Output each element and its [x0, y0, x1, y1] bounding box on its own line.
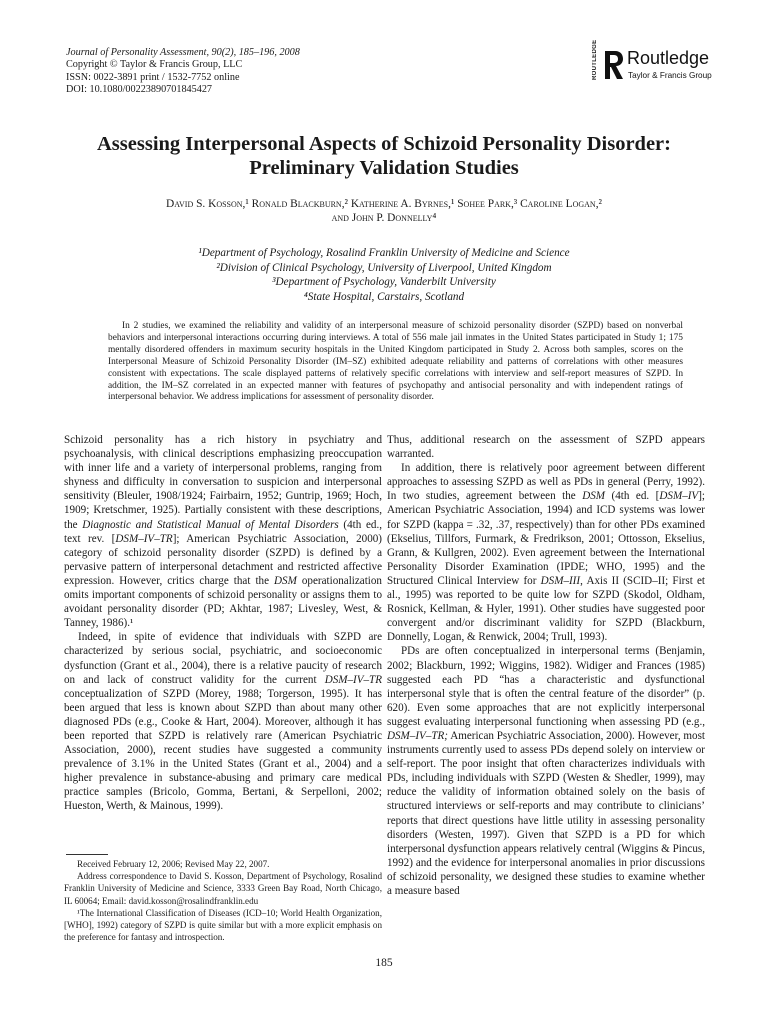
article-title: [40, 132, 728, 180]
abstract: In 2 studies, we examined the reliability and validity of an interpersonal measure of schizoid personality disorder (SZPD) based on nonverbal behaviors and interpersonal interactions occurring during interviews. A total of 556 male jail inmates in the United States participated in Study 1; 175 mentally disordered offenders in maximum security hospitals in the United Kingdom participated in Study 2. Across both samples, scores on the Interpersonal Measure of Schizoid Personality Disorder (IM–SZ) exhibited adequate reliability and patterns of correlations with other measures consistent with expectations. The scale displayed patterns of relatively specific correlations with interview and self-report measures of SZPD. In addition, the IM–SZ correlated in an expected manner with features of psychopathy and antisocial personality and with independent ratings of interpersonal behavior. We address implications for assessment of personality disorder.: [108, 321, 683, 403]
paragraph-2: Indeed, in spite of evidence that individuals with SZPD are characterized by serious social, psychiatric, and socioeconomic dysfunction (Grant et al., 2004), there is a relative paucity of research on and lack of construct validity for the current DSM–IV–TR conceptualization of SZPD (Morey, 1988; Torgerson, 1995). It has been argued that less is known about SZPD than about many other diagnosed PDs (e.g., Cooke & Hart, 2004). Moreover, although it has been reported that SZPD is relatively rare (American Psychiatric Association, 2000), recent studies have suggested a community prevalence of 3.1% in the United States (Grant et al., 2004) and a higher prevalence in substance-abusing and primary care medical practice samples (Bricolo, Gomma, Bertani, & Serpelloni, 2002; Hueston, Werth, & Mainous, 1999).: [64, 631, 382, 813]
publisher-vertical-text: ROUTLEDGE: [592, 39, 598, 80]
body-column-right: [387, 433, 705, 898]
doi-line: DOI: 10.1080/00223890701845427: [66, 83, 213, 95]
issn-line: ISSN: 0022-3891 print / 1532-7752 online: [66, 71, 240, 83]
authors-line-2: and John P. Donnelly⁴: [331, 212, 437, 224]
affiliation-4: ⁴State Hospital, Carstairs, Scotland: [303, 290, 465, 303]
body-column-left: [64, 433, 382, 814]
authors-line-1: David S. Kosson,¹ Ronald Blackburn,² Katherine A. Byrnes,¹ Sohee Park,³ Caroline Logan,²: [166, 198, 602, 210]
journal-citation-block: [66, 47, 300, 96]
footnote-divider: [66, 854, 108, 855]
paragraph-3: Thus, additional research on the assessment of SZPD appears warranted.: [387, 434, 705, 461]
affiliation-3: ³Department of Psychology, Vanderbilt University: [272, 276, 496, 289]
journal-line: Journal of Personality Assessment, 90(2), 185–196, 2008: [66, 47, 300, 58]
publisher-tagline: Taylor & Francis Group: [628, 71, 712, 80]
paragraph-1: Schizoid personality has a rich history in psychiatry and psychoanalysis, with clinical descriptions emphasizing preoccupation with inner life and a variety of interpersonal problems, ranging from shyness and difficulty in conversation to suspicion and interpersonal sensitivity (Bleuler, 1908/1924; Fairbairn, 1952; Guntrip, 1969; Hoch, 1909; Kretschmer, 1925). Partially consistent with these descriptions, the Diagnostic and Statistical Manual of Mental Disorders (4th ed., text rev. [DSM–IV–TR]; American Psychiatric Association, 2000) category of schizoid personality disorder (SZPD) is defined by a pervasive pattern of interpersonal detachment and restricted affective expression. However, critics charge that the DSM operationalization omits important components of schizoid personality or assigns them to avoidant personality disorder (PD; Akhtar, 1987; Livesley, West, & Tanney, 1986).¹: [64, 434, 383, 630]
publisher-name: Routledge: [627, 48, 710, 68]
publisher-logo: [592, 39, 722, 86]
footnotes: [64, 858, 382, 943]
copyright-line: Copyright © Taylor & Francis Group, LLC: [66, 59, 243, 71]
page-number: 185: [375, 957, 393, 969]
paragraph-4: In addition, there is relatively poor agreement between different approaches to assessing SZPD as well as PDs in general (Perry, 1992). In two studies, agreement between the DSM (4th ed. [DSM–IV]; American Psychiatric Association, 1994) and ICD systems was lower for SZPD (kappa = .32, .37, respectively) than for other PDs examined (Ekselius, Tillfors, Furmark, & Fredrikson, 2001; Ottosson, Ekselius, Grann, & Kullgren, 2002). Even agreement between the International Personality Disorder Examination (IPDE; WHO, 1995) and the Structured Clinical Interview for DSM–III, Axis II (SCID–II; First et al., 1995) was reported to be quite low for SZPD (Skodol, Oldham, Rosnick, Kellman, & Hyler, 1991). Other studies have suggested poor convergent and/or discriminant validity for SZPD (Blackburn, Donnelly, Logan, & Renwick, 2004; Trull, 1993).: [387, 462, 705, 644]
title-line-2: Preliminary Validation Studies: [249, 157, 519, 179]
footnote-1: ¹The International Classification of Diseases (ICD–10; World Health Organization, [WHO], 1992) category of SZPD is quite similar but with a more explicit emphasis on the preference for fantasy and introspection.: [64, 907, 382, 943]
affiliation-2: ²Division of Clinical Psychology, University of Liverpool, United Kingdom: [216, 261, 552, 274]
correspondence-note: Address correspondence to David S. Kosson, Department of Psychology, Rosalind Franklin University of Medicine and Science, 3333 Green Bay Road, North Chicago, IL 60064; Email: david.kosson@rosalindfranklin.edu: [64, 871, 382, 906]
affiliation-list: [40, 246, 728, 304]
title-line-1: Assessing Interpersonal Aspects of Schizoid Personality Disorder:: [97, 133, 671, 155]
paragraph-5: PDs are often conceptualized in interpersonal terms (Benjamin, 2002; Blackburn, 1992; Wiggins, 1982). Widiger and Frances (1985) suggested each PD “has a characteristic and dysfunctional interpersonal style that is often the central feature of the disorder” (p. 620). Even some approaches that are not explicitly interpersonal suggest evaluating interpersonal functioning when assessing PD (e.g., DSM–IV–TR; American Psychiatric Association, 2000). However, most instruments currently used to assess PDs depend solely on interview or self-report. The poor insight that often characterizes individuals with PDs, including individuals with SZPD (Westen & Shedler, 1999), may reduce the validity of information obtained solely on the basis of structured interviews or self-reports and may contribute to clinicians’ reports that direct questions have little utility in assessing personality disorders (Westen, 1997). Given that SZPD is a PD for which interpersonal dysfunction appears relatively central (Wiggins & Pincus, 1992) and the evidence for interpersonal anomalies in prior discussions of schizoid personality, we designed these studies to examine whether a measure based: [387, 645, 705, 897]
received-note: Received February 12, 2006; Revised May 22, 2007.: [77, 859, 270, 869]
routledge-r-icon: [603, 49, 625, 81]
author-list: [40, 197, 728, 225]
affiliation-1: ¹Department of Psychology, Rosalind Franklin University of Medicine and Science: [198, 247, 570, 259]
